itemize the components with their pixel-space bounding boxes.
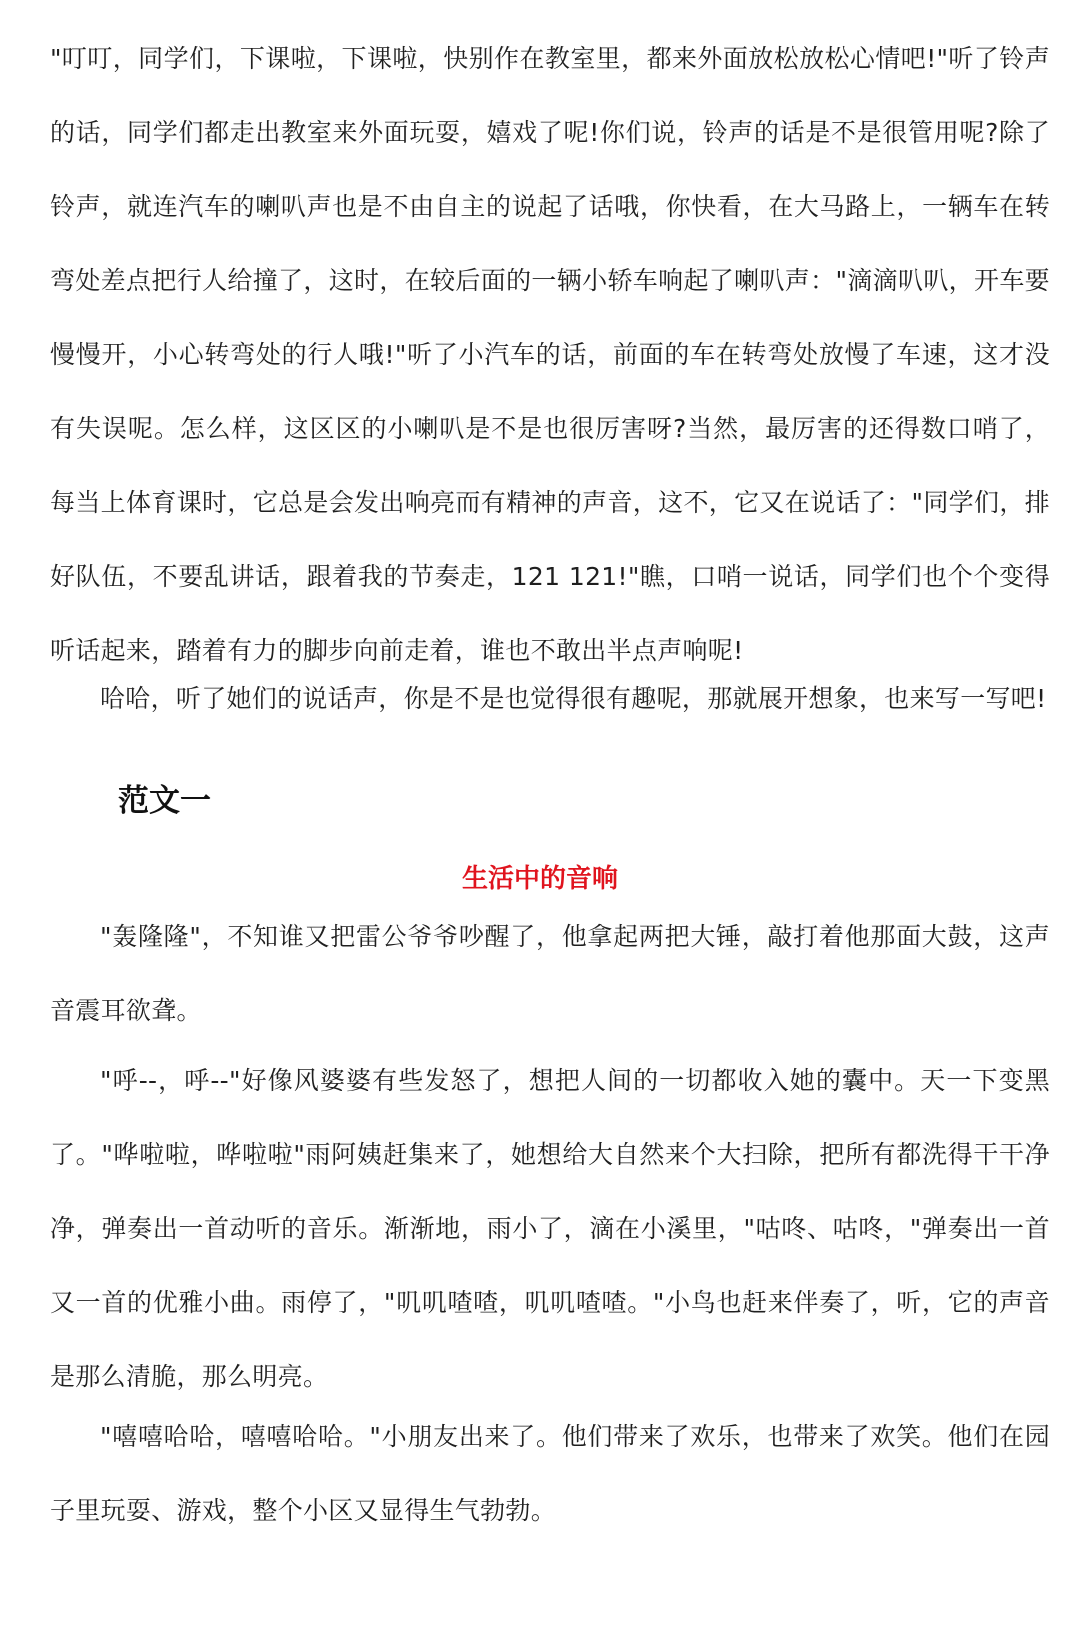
intro-paragraph: "叮叮，同学们，下课啦，下课啦，快别作在教室里，都来外面放松放松心情吧!"听了铃声的话，同学们都走出教室来外面玩耍，嬉戏了呢!你们说，铃声的话是不是很管用呢?除了铃声，就连汽车的喇叭声也是不由自主的说起了话哦，你快看，在大马路上，一辆车在转弯处差点把行人给撞了，这时，在较后面的一辆小轿车响起了喇叭声："滴滴叭叭，开车要慢慢开，小心转弯处的行人哦!"听了小汽车的话，前面的车在转弯处放慢了车速，这才没有失误呢。怎么样，这区区的小喇叭是不是也很厉害呀?当然，最厉害的还得数口哨了，每当上体育课时，它总是会发出响亮而有精神的声音，这不，它又在说话了："同学们，排好队伍，不要乱讲话，跟着我的节奏走，121 121!"瞧，口哨一说话，同学们也个个变得听话起来，踏着有力的脚步向前走着，谁也不敢出半点声响呢! — [50, 44, 1050, 665]
essay-paragraph-children: "嘻嘻哈哈，嘻嘻哈哈。"小朋友出来了。他们带来了欢乐，也带来了欢笑。他们在园子里玩耍、游戏，整个小区又显得生气勃勃。 — [50, 1422, 1050, 1525]
essay-paragraph-thunder: "轰隆隆"，不知谁又把雷公爷爷吵醒了，他拿起两把大锤，敲打着他那面大鼓，这声音震耳欲聋。 — [50, 922, 1050, 1025]
essay-paragraph-wind-rain: "呼--，呼--"好像风婆婆有些发怒了，想把人间的一切都收入她的囊中。天一下变黑了。"哗啦啦，哗啦啦"雨阿姨赶集来了，她想给大自然来个大扫除，把所有都洗得干干净净，弹奏出一首动听的音乐。渐渐地，雨小了，滴在小溪里，"咕咚、咕咚，"弹奏出一首又一首的优雅小曲。雨停了，"叽叽喳喳，叽叽喳喳。"小鸟也赶来伴奏了，听，它的声音是那么清脆，那么明亮。 — [50, 1066, 1050, 1391]
essay-title: 生活中的音响 — [461, 864, 618, 894]
section-heading: 范文一 — [118, 783, 211, 819]
prompt-paragraph: 哈哈，听了她们的说话声，你是不是也觉得很有趣呢，那就展开想象，也来写一写吧! — [100, 684, 1047, 713]
